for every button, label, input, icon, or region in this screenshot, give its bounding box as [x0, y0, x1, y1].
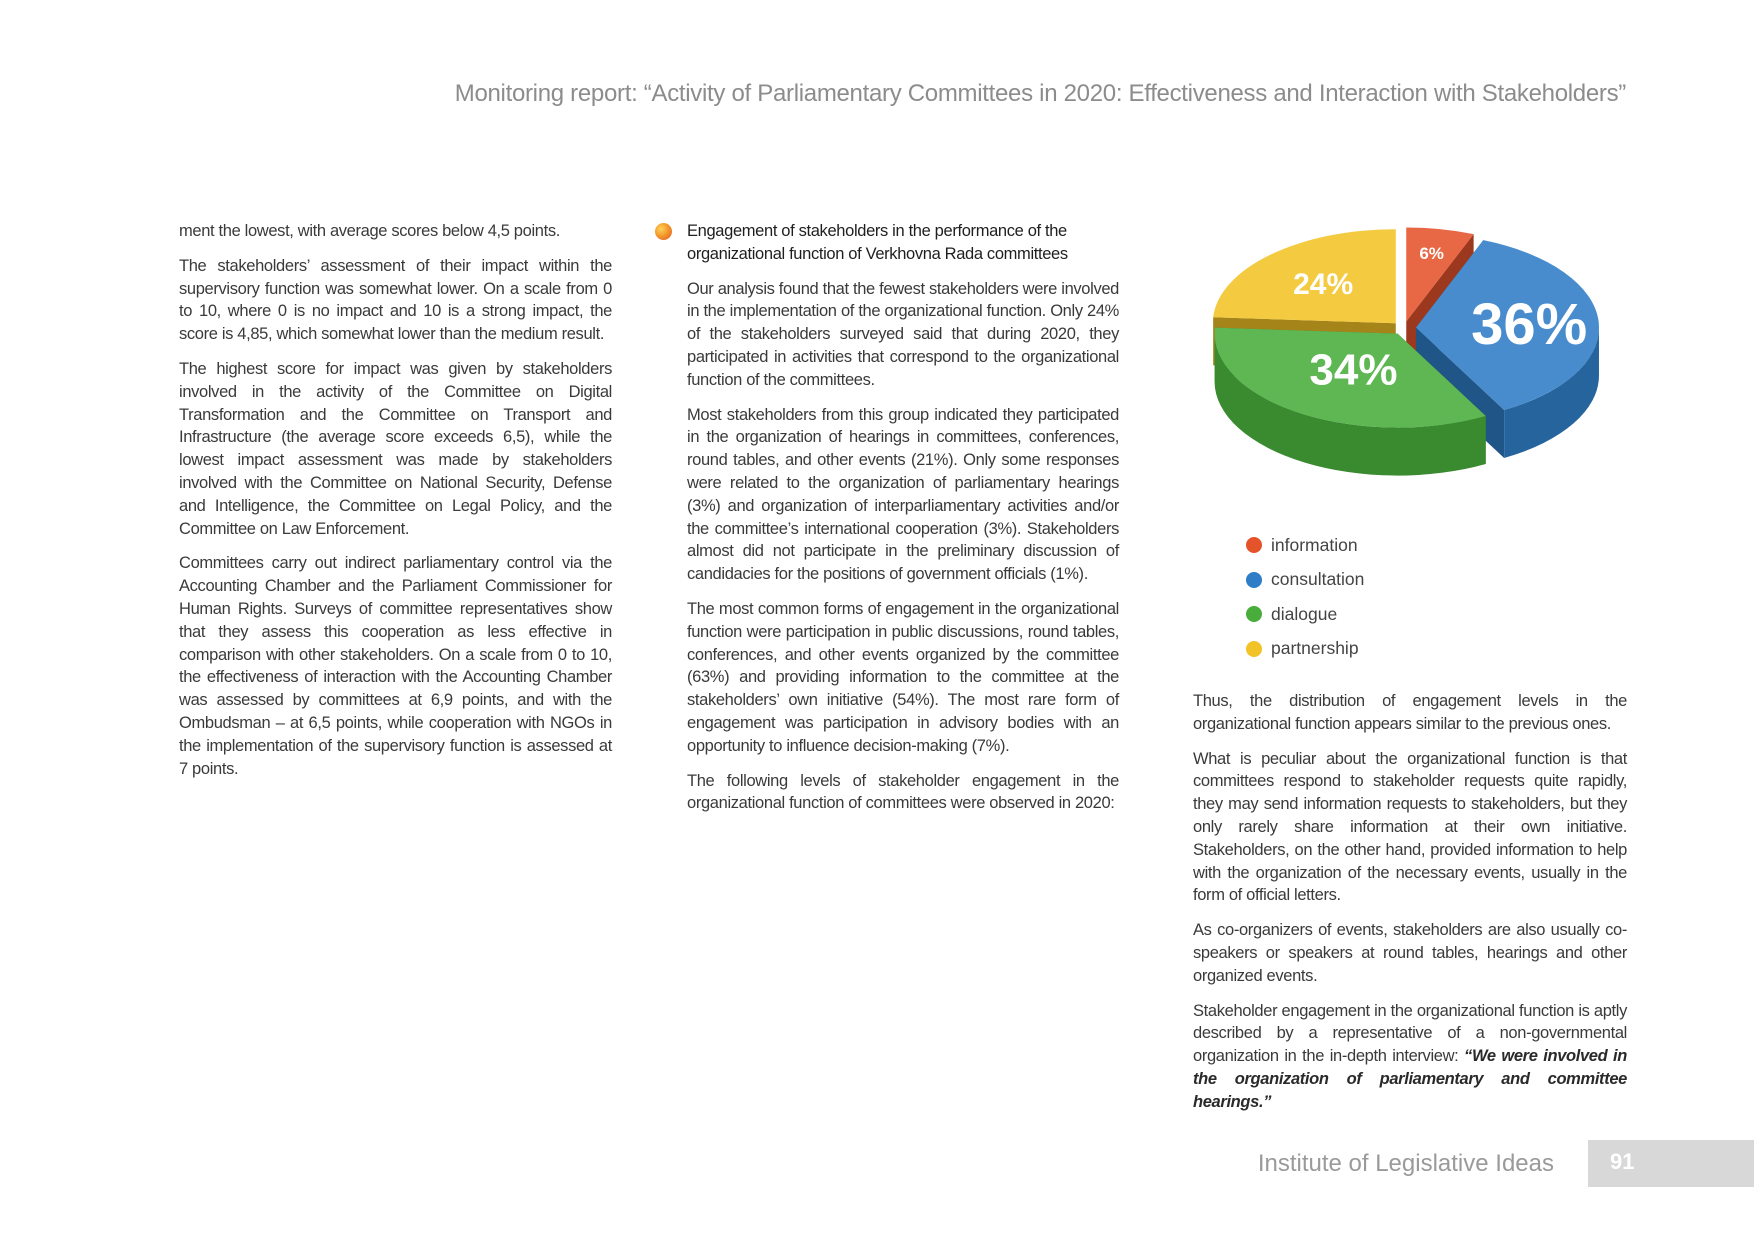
legend-marker-information: [1246, 537, 1262, 553]
legend-label: dialogue: [1271, 603, 1338, 624]
paragraph: The highest score for impact was given by stakeholders involved in the activity of the Committee on Digital Transformation and the Committee on Transport and Infrastructure (the average score exceeds 6,5), while the lowest impact assessment was made by stakeholders involved with the Committee on National Security, Defense and Intelligence, the Committee on Legal Policy, and the Committee on Law Enforcement.: [179, 359, 612, 538]
legend-item: [1246, 632, 1364, 667]
legend-marker-partnership: [1246, 641, 1262, 657]
left-column: [179, 220, 612, 792]
paragraph: Most stakeholders from this group indicated they participated in the organization of hearings in committees, conferences, round tables, and other events (21%). Only some responses were related to the organization of parliamentary hearings (3%) and organization of interparliamentary activities and/or the committee’s international cooperation (3%). Stakeholders almost did not participate in the preliminary discussion of candidacies for the positions of government officials (1%).: [687, 405, 1119, 584]
pie-label-partnership: 24%: [1293, 267, 1354, 301]
interview-quote: “We were involved in the organization of parliamentary and committee hearings.”: [1193, 1047, 1627, 1111]
footer-organization: Institute of Legislative Ideas: [1257, 1150, 1554, 1177]
pie-chart-svg: [1190, 210, 1630, 520]
page-number-box: [1588, 1140, 1754, 1187]
running-header: Monitoring report: “Activity of Parliamentary Committees in 2020: Effectiveness and Interaction with Stakeholders”: [454, 80, 1626, 107]
chart-legend: [1246, 528, 1364, 666]
paragraph: ment the lowest, with average scores below 4,5 points.: [179, 222, 560, 240]
bullet-icon: [655, 223, 672, 240]
paragraph: Thus, the distribution of engagement levels in the organizational function appears similar to the previous ones.: [1193, 692, 1627, 733]
legend-label: partnership: [1271, 638, 1359, 659]
pie-label-information: 6%: [1419, 244, 1444, 264]
paragraph: [1193, 1000, 1627, 1114]
pie-chart: [1190, 210, 1630, 520]
legend-marker-consultation: [1246, 572, 1262, 588]
section-heading-text: Engagement of stakeholders in the performance of the organizational function of Verkhovna Rada committees: [687, 222, 1068, 263]
legend-item: [1246, 597, 1364, 632]
legend-label: information: [1271, 534, 1358, 555]
paragraph: Our analysis found that the fewest stakeholders were involved in the implementation of the organizational function. Only 24% of the stakeholders surveyed said that during 2020, they participated in activities that correspond to the organizational function of the committees.: [687, 279, 1119, 389]
page-number: 91: [1610, 1149, 1635, 1174]
legend-item: [1246, 563, 1364, 598]
paragraph: What is peculiar about the organizational function is that committees respond to stakeholder requests quite rapidly, they may send information requests to stakeholders, but they only rarely share information at their own initiative. Stakeholders, on the other hand, provided information to help with the organization of the necessary events, usually in the form of official letters.: [1193, 749, 1627, 905]
paragraph: The following levels of stakeholder engagement in the organizational function of committees were observed in 2020:: [687, 771, 1119, 813]
paragraph: The stakeholders’ assessment of their impact within the supervisory function was somewhat lower. On a scale from 0 to 10, where 0 is no impact and 10 is a strong impact, the score is 4,85, which somewhat lower than the medium result.: [179, 256, 612, 344]
paragraph-intro: Stakeholder engagement in the organizational function is aptly described by a representative of a non-governmental organization in the in-depth interview:: [1193, 1001, 1627, 1066]
legend-item: [1246, 528, 1364, 563]
legend-label: consultation: [1271, 569, 1365, 590]
pie-label-consultation: 36%: [1471, 292, 1588, 358]
middle-column: [687, 220, 1119, 827]
paragraph: As co-organizers of events, stakeholders are also usually co-speakers or speakers at round tables, hearings and other organized events.: [1193, 921, 1627, 985]
section-heading: [687, 220, 1119, 266]
paragraph: The most common forms of engagement in the organizational function were participation in public discussions, round tables, conferences, and other events organized by the committee (63%) and providing information to the committee at the stakeholders’ own initiative (54%). The most rare form of engagement was participation in advisory bodies with an opportunity to influence decision-making (7%).: [687, 599, 1119, 755]
legend-marker-dialogue: [1246, 606, 1262, 622]
pie-label-dialogue: 34%: [1309, 345, 1398, 395]
right-column: [1193, 690, 1627, 1126]
paragraph: Committees carry out indirect parliamentary control via the Accounting Chamber and the Parliament Commissioner for Human Rights. Surveys of committee representatives show that they assess this cooperation as less effective in comparison with other stakeholders. On a scale from 0 to 10, the effectiveness of interaction with the Accounting Chamber was assessed by committees at 6,9 points, and with the Ombudsman – at 6,5 points, while cooperation with NGOs in the implementation of the supervisory function is assessed at 7 points.: [179, 554, 612, 778]
